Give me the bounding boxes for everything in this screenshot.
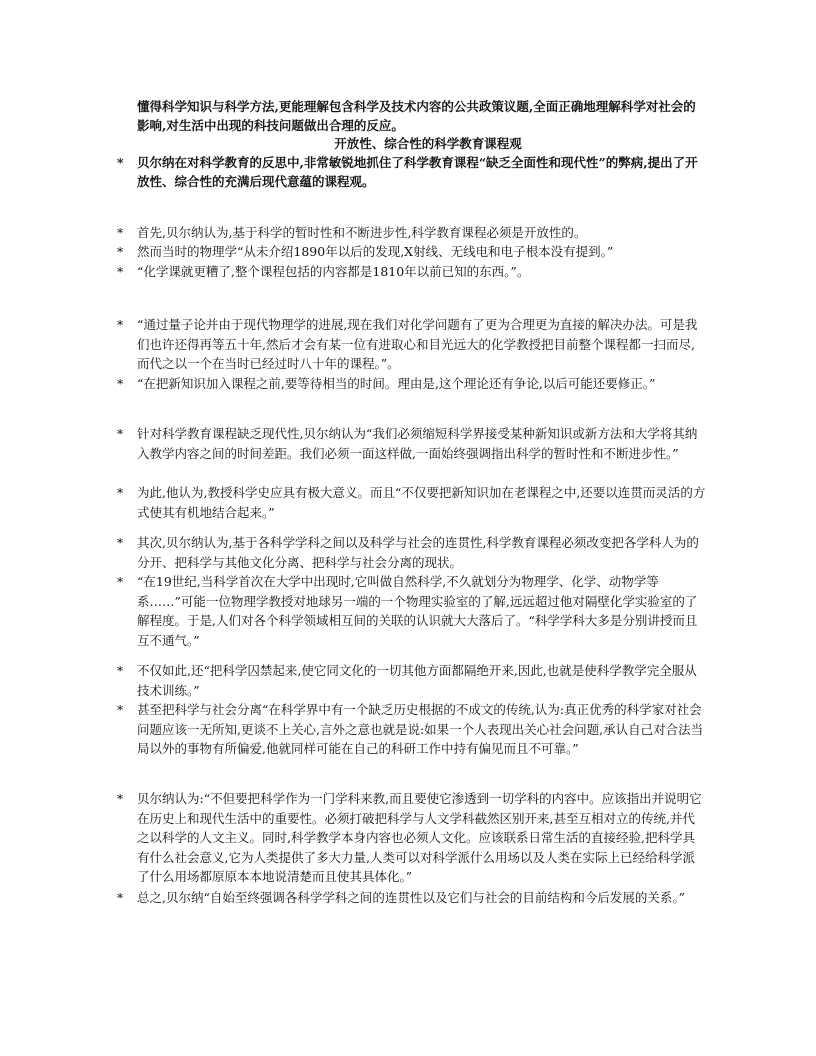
list-item-text: 贝尔纳在对科学教育的反思中,非常敏锐地抓住了科学教育课程“缺乏全面性和现代性”的弊病,提出了开放性、综合性的充满后现代意蕴的课程观。 (137, 155, 698, 189)
list-item (117, 789, 707, 887)
bullet-icon: * (117, 791, 124, 806)
bullet-icon: * (117, 890, 124, 905)
list-item-text: “通过量子论并由于现代物理学的进展,现在我们对化学问题有了更为合理更为直接的解决办法。可是我们也许还得再等五十年,然后才会有某一位有进取心和目光远大的化学教授把目前整个课程都一扫而尽,而代之以一个在当时已经过时八十年的课程。”。 (137, 317, 698, 372)
list-item-text: 总之,贝尔纳“自始至终强调各科学学科之间的连贯性以及它们与社会的目前结构和今后发展的关系。” (137, 890, 686, 905)
list-item-text: 首先,贝尔纳认为,基于科学的暂时性和不断进步性,科学教育课程必须是开放性的。 (137, 225, 587, 240)
list-item-text: 甚至把科学与社会分离“在科学界中有一个缺乏历史根据的不成文的传统,认为:真正优秀的科学家对社会问题应该一无所知,更谈不上关心,言外之意也就是说:如果一个人表现出关心社会问题,承认自己对合法当局以外的事物有所偏爱,他就同样可能在自己的科研工作中持有偏见而且不可靠。” (137, 702, 704, 757)
bullet-icon: * (117, 485, 124, 500)
list-item-text: 贝尔纳认为:“不但要把科学作为一门学科来教,而且要使它渗透到一切学科的内容中。应该指出并说明它在历史上和现代生活中的重要性。必须打破把科学与人文学科截然区别开来,甚至互相对立的传统,并代之以科学的人文主义。同时,科学教学本身内容也必须人文化。应该联系日常生活的直接经验,把科学具有什么社会意义,它为人类提供了多大力量,人类可以对科学派什么用场以及人类在实际上已经给科学派了什么用场都原原本本地说清楚而且使其具体化。” (137, 791, 702, 885)
list-item (117, 572, 707, 650)
list-item (117, 483, 707, 522)
bullet-icon: * (117, 225, 124, 240)
list-item (117, 262, 707, 282)
bullet-icon: * (117, 244, 124, 259)
bullet-icon: * (117, 264, 124, 279)
bullet-icon: * (117, 702, 124, 717)
bullet-icon: * (117, 155, 124, 170)
list-item (117, 661, 707, 700)
list-item-text: 为此,他认为,教授科学史应具有极大意义。而且“不仅要把新知识加在老课程之中,还要以连贯而灵活的方式使其有机地结合起来。” (137, 485, 706, 520)
list-item-text: 针对科学教育课程缺乏现代性,贝尔纳认为“我们必须缩短科学界接受某种新知识或新方法和大学将其纳入教学内容之间的时间差距。我们必须一面这样做,一面始终强调指出科学的暂时性和不断进步性。” (137, 426, 698, 461)
list-item-text: “化学课就更糟了,整个课程包括的内容都是1810年以前已知的东西。”。 (137, 264, 530, 279)
intro-paragraph: 懂得科学知识与科学方法,更能理解包含科学及技术内容的公共政策议题,全面正确地理解科学对社会的影响,对生活中出现的科技问题做出合理的反应。 (137, 99, 696, 133)
list-item (117, 153, 707, 191)
bullet-icon: * (117, 317, 124, 332)
list-item (117, 242, 707, 262)
list-item (117, 888, 707, 908)
list-item (117, 374, 707, 394)
list-item-text: “在19世纪,当科学首次在大学中出现时,它叫做自然科学,不久就划分为物理学、化学、动物学等系……”可能一位物理学教授对地球另一端的一个物理实验室的了解,远远超过他对隔壁化学实验室的了解程度。于是,人们对各个科学领域相互间的关联的认识就大大落后了。“科学学科大多是分别讲授而且互不通气。” (137, 574, 698, 648)
bullet-icon: * (117, 376, 124, 391)
list-item (117, 700, 707, 759)
list-item (117, 315, 707, 374)
bullet-icon: * (117, 663, 124, 678)
list-item-text: 其次,贝尔纳认为,基于各科学学科之间以及科学与社会的连贯性,科学教育课程必须改变把各学科人为的分开、把科学与其他文化分离、把科学与社会分离的现状。 (137, 535, 699, 570)
list-item (117, 424, 707, 463)
list-item-text: 然而当时的物理学“从未介绍1890年以后的发现,X射线、无线电和电子根本没有提到。” (137, 244, 614, 259)
section-heading: 开放性、综合性的科学教育课程观 (334, 136, 522, 151)
bullet-icon: * (117, 426, 124, 441)
list-item-text: 不仅如此,还“把科学囚禁起来,使它同文化的一切其他方面都隔绝开来,因此,也就是使科学教学完全服从技术训练。” (137, 663, 697, 698)
list-item-text: “在把新知识加入课程之前,要等待相当的时间。理由是,这个理论还有争论,以后可能还要修正。” (137, 376, 656, 391)
list-item (117, 223, 707, 243)
list-item (117, 533, 707, 572)
bullet-icon: * (117, 535, 124, 550)
bullet-icon: * (117, 574, 124, 589)
